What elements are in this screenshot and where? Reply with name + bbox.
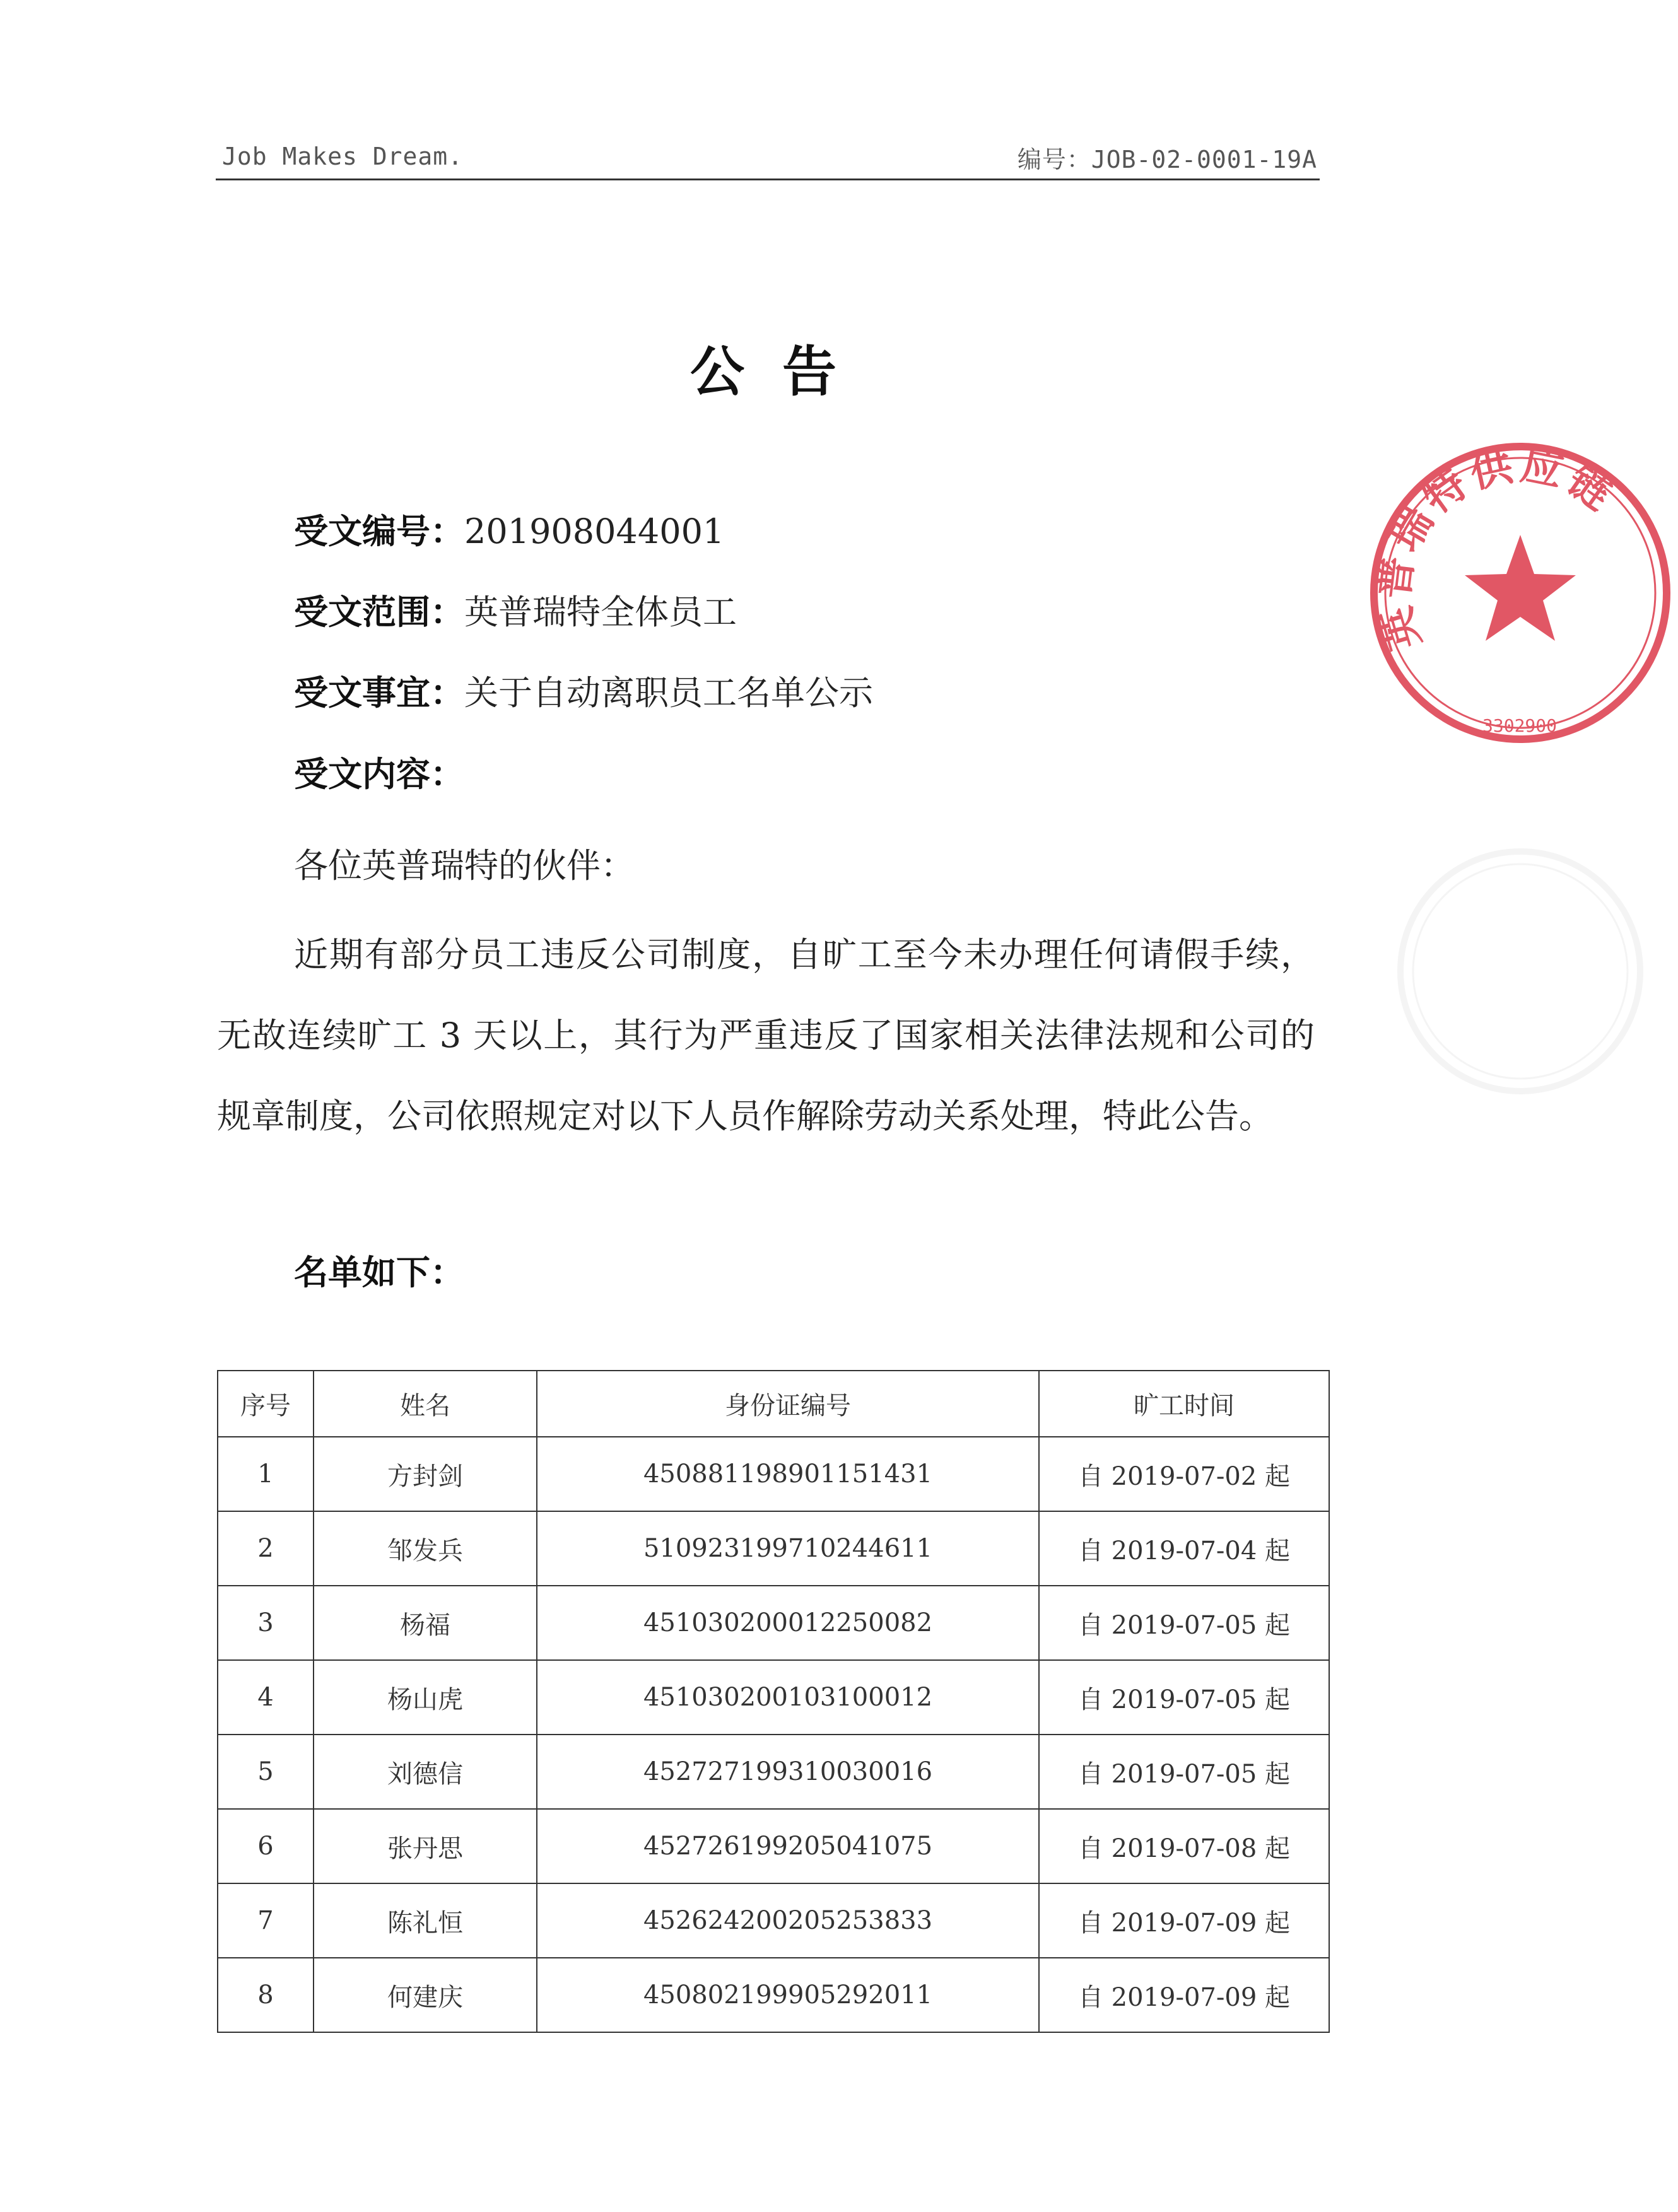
table-row [218, 1958, 1329, 2032]
cell-name: 张丹思 [314, 1809, 537, 1883]
header-name: 姓名 [314, 1371, 537, 1437]
cell-id: 452624200205253833 [537, 1883, 1039, 1958]
table-row [218, 1511, 1329, 1586]
cell-time: 自 2019-07-05 起 [1039, 1660, 1329, 1735]
list-heading: 名单如下： [294, 1253, 464, 1292]
table-row [218, 1809, 1329, 1883]
cell-time: 自 2019-07-05 起 [1039, 1586, 1329, 1660]
seal-ghost-imprint [1388, 839, 1653, 1104]
cell-id: 451030200103100012 [537, 1660, 1039, 1735]
table-row [218, 1660, 1329, 1735]
cell-name: 刘德信 [314, 1735, 537, 1809]
cell-name: 方封剑 [314, 1437, 537, 1511]
cell-name: 何建庆 [314, 1958, 537, 2032]
table-row [218, 1735, 1329, 1809]
cell-id: 450802199905292011 [537, 1958, 1039, 2032]
table-row [218, 1437, 1329, 1511]
field-number-label: 受文编号： [294, 512, 464, 551]
greeting: 各位英普瑞特的伙伴： [294, 846, 635, 886]
field-number-value: 201908044001 [464, 512, 725, 551]
header-divider [216, 178, 1320, 180]
cell-time: 自 2019-07-04 起 [1039, 1511, 1329, 1586]
cell-id: 452727199310030016 [537, 1735, 1039, 1809]
company-seal [1363, 435, 1678, 751]
cell-time: 自 2019-07-05 起 [1039, 1735, 1329, 1809]
cell-time: 自 2019-07-09 起 [1039, 1958, 1329, 2032]
cell-time: 自 2019-07-08 起 [1039, 1809, 1329, 1883]
table-row [218, 1883, 1329, 1958]
field-subject [294, 666, 873, 715]
cell-no: 2 [218, 1511, 314, 1586]
cell-name: 杨福 [314, 1586, 537, 1660]
cell-time: 自 2019-07-02 起 [1039, 1437, 1329, 1511]
field-scope-value: 英普瑞特全体员工 [464, 592, 737, 632]
cell-no: 8 [218, 1958, 314, 2032]
cell-time: 自 2019-07-09 起 [1039, 1883, 1329, 1958]
field-scope [294, 585, 737, 634]
field-content-label: 受文内容： [294, 754, 464, 794]
cell-id: 510923199710244611 [537, 1511, 1039, 1586]
field-subject-value: 关于自动离职员工名单公示 [464, 673, 873, 713]
field-subject-label: 受文事宜： [294, 673, 464, 713]
table-header-row [218, 1371, 1329, 1437]
header-time: 旷工时间 [1039, 1371, 1329, 1437]
cell-no: 3 [218, 1586, 314, 1660]
cell-id: 452726199205041075 [537, 1809, 1039, 1883]
cell-no: 1 [218, 1437, 314, 1511]
header-slogan: Job Makes Dream. [222, 143, 464, 170]
header-doc-number: 编号：JOB-02-0001-19A [1017, 146, 1317, 173]
cell-no: 6 [218, 1809, 314, 1883]
field-scope-label: 受文范围： [294, 592, 464, 632]
cell-id: 450881198901151431 [537, 1437, 1039, 1511]
cell-no: 5 [218, 1735, 314, 1809]
seal-text: 英普瑞特供应链 [1368, 440, 1624, 656]
header-no: 序号 [218, 1371, 314, 1437]
cell-no: 4 [218, 1660, 314, 1735]
page-title: 公告 [690, 341, 874, 404]
body-paragraph: 近期有部分员工违反公司制度，自旷工至今未办理任何请假手续，无故连续旷工 3 天以上，其行为严重违反了国家相关法律法规和公司的规章制度，公司依照规定对以下人员作解除劳动关系处理，特此公告。 [217, 935, 1315, 1136]
field-number [294, 505, 724, 553]
star-icon [1465, 535, 1576, 641]
cell-id: 451030200012250082 [537, 1586, 1039, 1660]
roster-table [217, 1370, 1330, 2033]
header-id: 身份证编号 [537, 1371, 1039, 1437]
cell-name: 陈礼恒 [314, 1883, 537, 1958]
table-row [218, 1586, 1329, 1660]
field-content [294, 747, 464, 796]
seal-code: 3302900 [1482, 715, 1558, 736]
cell-name: 邹发兵 [314, 1511, 537, 1586]
cell-no: 7 [218, 1883, 314, 1958]
cell-name: 杨山虎 [314, 1660, 537, 1735]
